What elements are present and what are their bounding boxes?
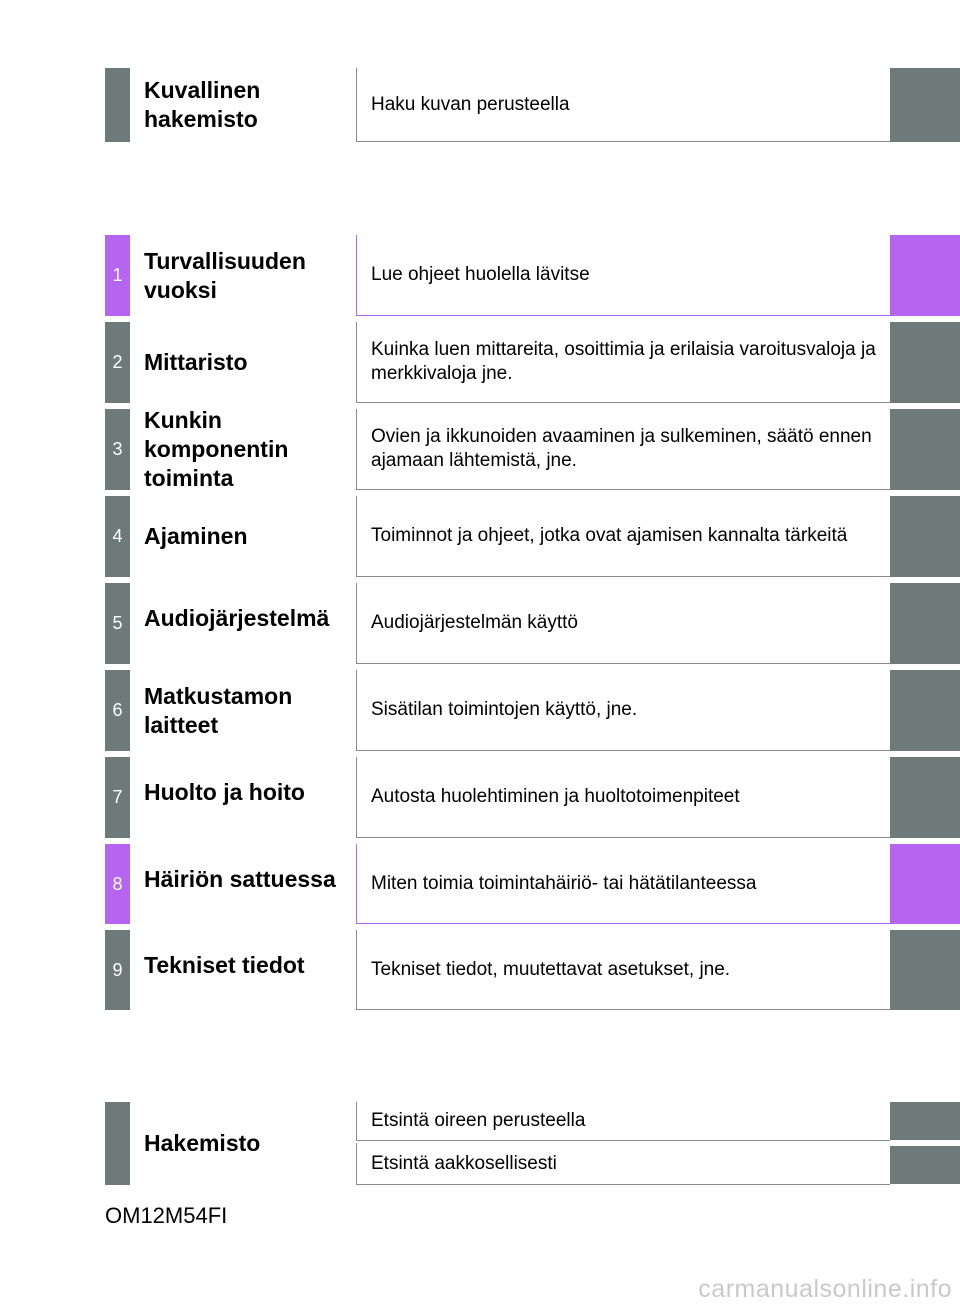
chapter-row-2[interactable] xyxy=(0,322,960,403)
chapter-row-9[interactable] xyxy=(0,930,960,1010)
thumb-tab[interactable] xyxy=(890,1146,960,1184)
chapter-desc: Tekniset tiedot, muutettavat asetukset, jne. xyxy=(356,930,890,1010)
chapter-desc: Sisätilan toimintojen käyttö, jne. xyxy=(356,670,890,751)
chapter-row-8[interactable] xyxy=(0,844,960,924)
thumb-tab[interactable] xyxy=(890,670,960,751)
chapter-desc: Kuinka luen mittareita, osoittimia ja erilaisia varoitusvaloja ja merkkivaloja jne. xyxy=(356,322,890,403)
thumb-tab[interactable] xyxy=(890,1102,960,1140)
chapter-number: 6 xyxy=(105,670,130,751)
chapter-bar xyxy=(105,68,130,142)
chapter-row-7[interactable] xyxy=(0,757,960,838)
thumb-tab[interactable] xyxy=(890,930,960,1010)
thumb-tab[interactable] xyxy=(890,235,960,316)
chapter-number: 2 xyxy=(105,322,130,403)
chapter-title: Mittaristo xyxy=(144,349,248,375)
chapter-number: 8 xyxy=(105,844,130,924)
chapter-desc: Autosta huolehtiminen ja huoltotoimenpiteet xyxy=(356,757,890,838)
chapter-desc: Miten toimia toimintahäiriö- tai hätätilanteessa xyxy=(356,844,890,924)
chapter-row-5[interactable] xyxy=(0,583,960,664)
chapter-title: Huolto ja hoito xyxy=(144,779,305,805)
visual-index-desc: Haku kuvan perusteella xyxy=(356,68,890,142)
chapter-number: 5 xyxy=(105,583,130,664)
chapter-title: Audiojärjestelmä xyxy=(144,605,330,631)
chapter-title: Kunkin komponentin toiminta xyxy=(144,407,289,491)
index-title: Hakemisto xyxy=(144,1130,261,1156)
chapter-title: Häiriön sattuessa xyxy=(144,866,336,892)
chapter-number: 4 xyxy=(105,496,130,577)
thumb-tab[interactable] xyxy=(890,583,960,664)
thumb-tab[interactable] xyxy=(890,322,960,403)
thumb-tab[interactable] xyxy=(890,409,960,490)
chapter-title: Turvallisuuden vuoksi xyxy=(144,247,306,303)
thumb-tab[interactable] xyxy=(890,757,960,838)
watermark: carmanualsonline.info xyxy=(698,1275,952,1303)
chapter-desc: Audiojärjestelmän käyttö xyxy=(356,583,890,664)
chapter-title: Ajaminen xyxy=(144,523,248,549)
manual-code: OM12M54FI xyxy=(105,1203,228,1228)
visual-index-row[interactable] xyxy=(0,68,960,142)
chapter-desc: Lue ohjeet huolella lävitse xyxy=(356,235,890,316)
chapter-row-6[interactable] xyxy=(0,670,960,751)
chapter-number: 1 xyxy=(105,235,130,316)
chapter-title: Matkustamon laitteet xyxy=(144,682,293,738)
chapter-row-1[interactable] xyxy=(0,235,960,316)
chapter-number: 9 xyxy=(105,930,130,1010)
chapter-row-4[interactable] xyxy=(0,496,960,577)
chapter-number: 7 xyxy=(105,757,130,838)
chapter-row-3[interactable] xyxy=(0,409,960,490)
chapter-title: Tekniset tiedot xyxy=(144,952,305,978)
chapter-number: 3 xyxy=(105,409,130,490)
chapter-desc: Ovien ja ikkunoiden avaaminen ja sulkeminen, säätö ennen ajamaan lähtemistä, jne. xyxy=(356,409,890,490)
index-entry-alphabetical[interactable]: Etsintä aakkosellisesti xyxy=(356,1143,890,1185)
chapter-desc: Toiminnot ja ohjeet, jotka ovat ajamisen kannalta tärkeitä xyxy=(356,496,890,577)
thumb-tab[interactable] xyxy=(890,844,960,924)
index-entry-symptoms[interactable]: Etsintä oireen perusteella xyxy=(356,1102,890,1141)
thumb-tab[interactable] xyxy=(890,496,960,577)
chapter-bar xyxy=(105,1102,130,1185)
thumb-tab[interactable] xyxy=(890,68,960,142)
visual-index-title: Kuvallinen hakemisto xyxy=(144,77,261,132)
